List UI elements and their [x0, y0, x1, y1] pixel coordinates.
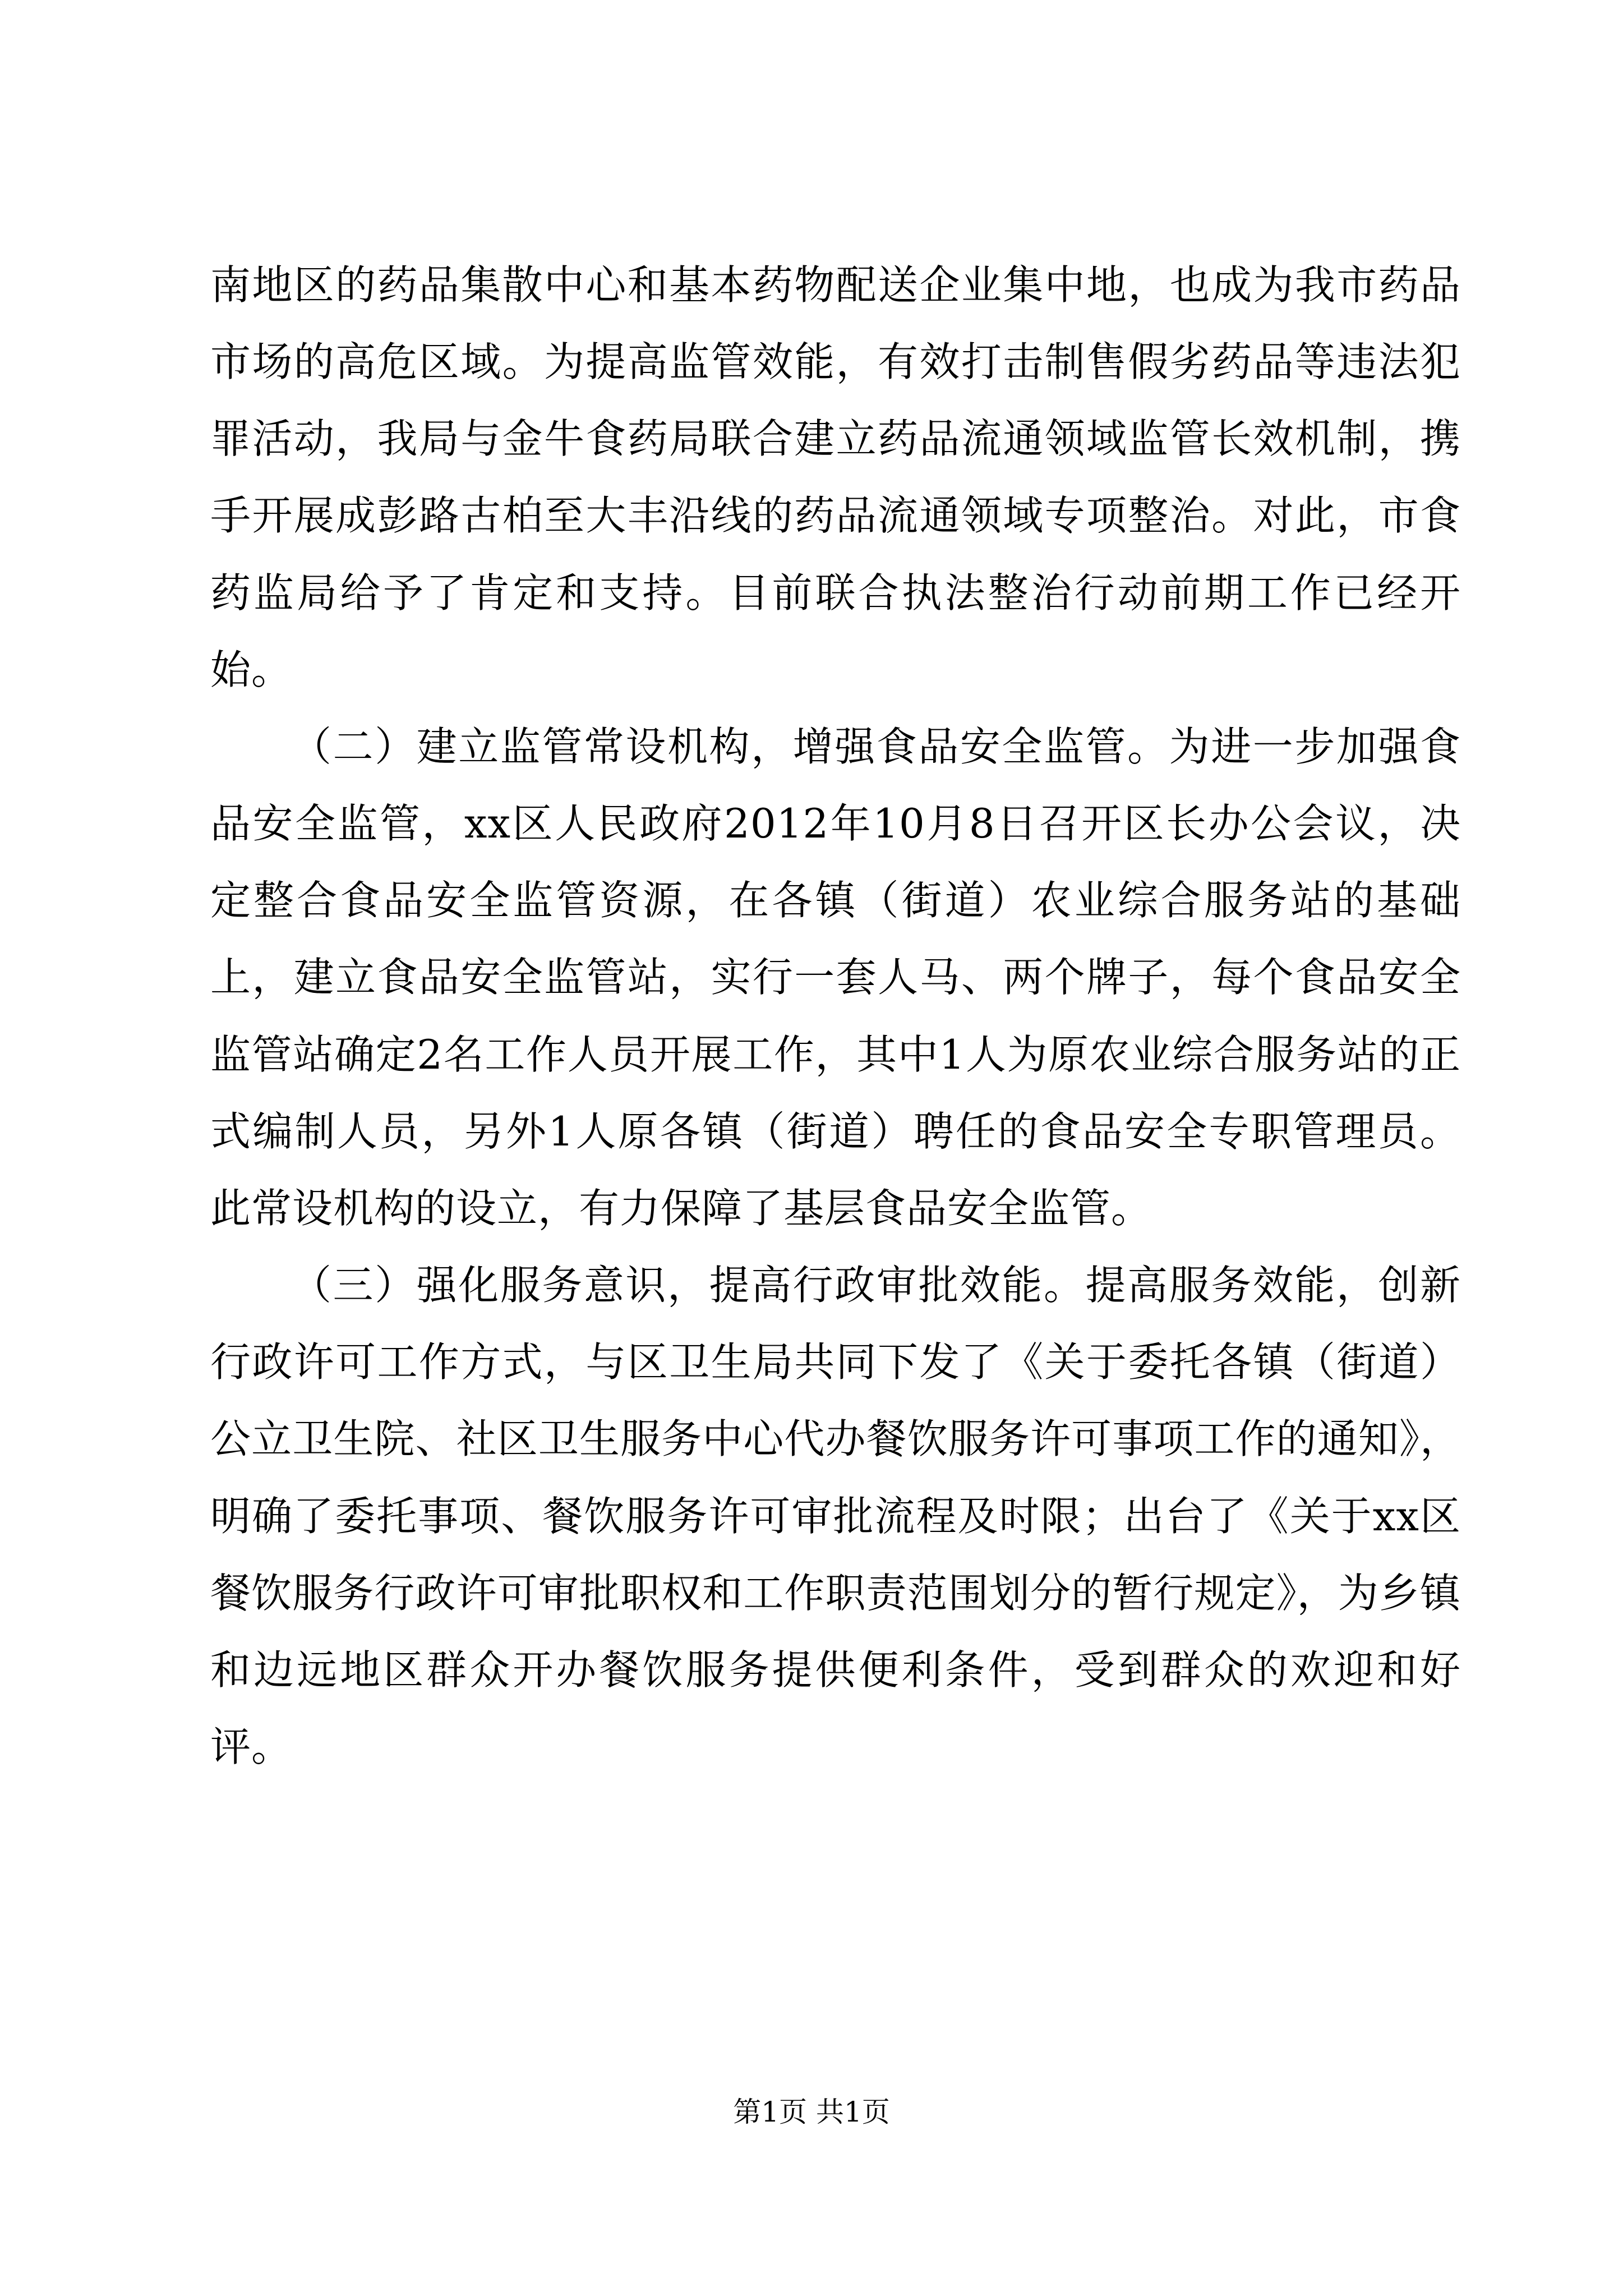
- page-number-footer: 第1页 共1页: [733, 2096, 890, 2128]
- paragraph-2: （二）建立监管常设机构，增强食品安全监管。为进一步加强食品安全监管，xx区人民政府2012年10月8日召开区长办公会议，决定整合食品安全监管资源，在各镇（街道）农业综合服务站的基础上，建立食品安全监管站，实行一套人马、两个牌子，每个食品安全监管站确定2名工作人员开展工作，其中1人为原农业综合服务站的正式编制人员，另外1人原各镇（街道）聘任的食品安全专职管理员。此常设机构的设立，有力保障了基层食品安全监管。: [210, 723, 1461, 1232]
- paragraph-1: 南地区的药品集散中心和基本药物配送企业集中地，也成为我市药品市场的高危区域。为提高监管效能，有效打击制售假劣药品等违法犯罪活动，我局与金牛食药局联合建立药品流通领域监管长效机制，携手开展成彭路古柏至大丰沿线的药品流通领域专项整治。对此，市食药监局给予了肯定和支持。目前联合执法整治行动前期工作已经开始。: [210, 261, 1461, 693]
- paragraph-3: （三）强化服务意识，提高行政审批效能。提高服务效能，创新行政许可工作方式，与区卫生局共同下发了《关于委托各镇（街道）公立卫生院、社区卫生服务中心代办餐饮服务许可事项工作的通知》，明确了委托事项、餐饮服务许可审批流程及时限；出台了《关于xx区餐饮服务行政许可审批职权和工作职责范围划分的暂行规定》，为乡镇和边远地区群众开办餐饮服务提供便利条件，受到群众的欢迎和好评。: [210, 1262, 1461, 1770]
- document-body: [210, 247, 1461, 1786]
